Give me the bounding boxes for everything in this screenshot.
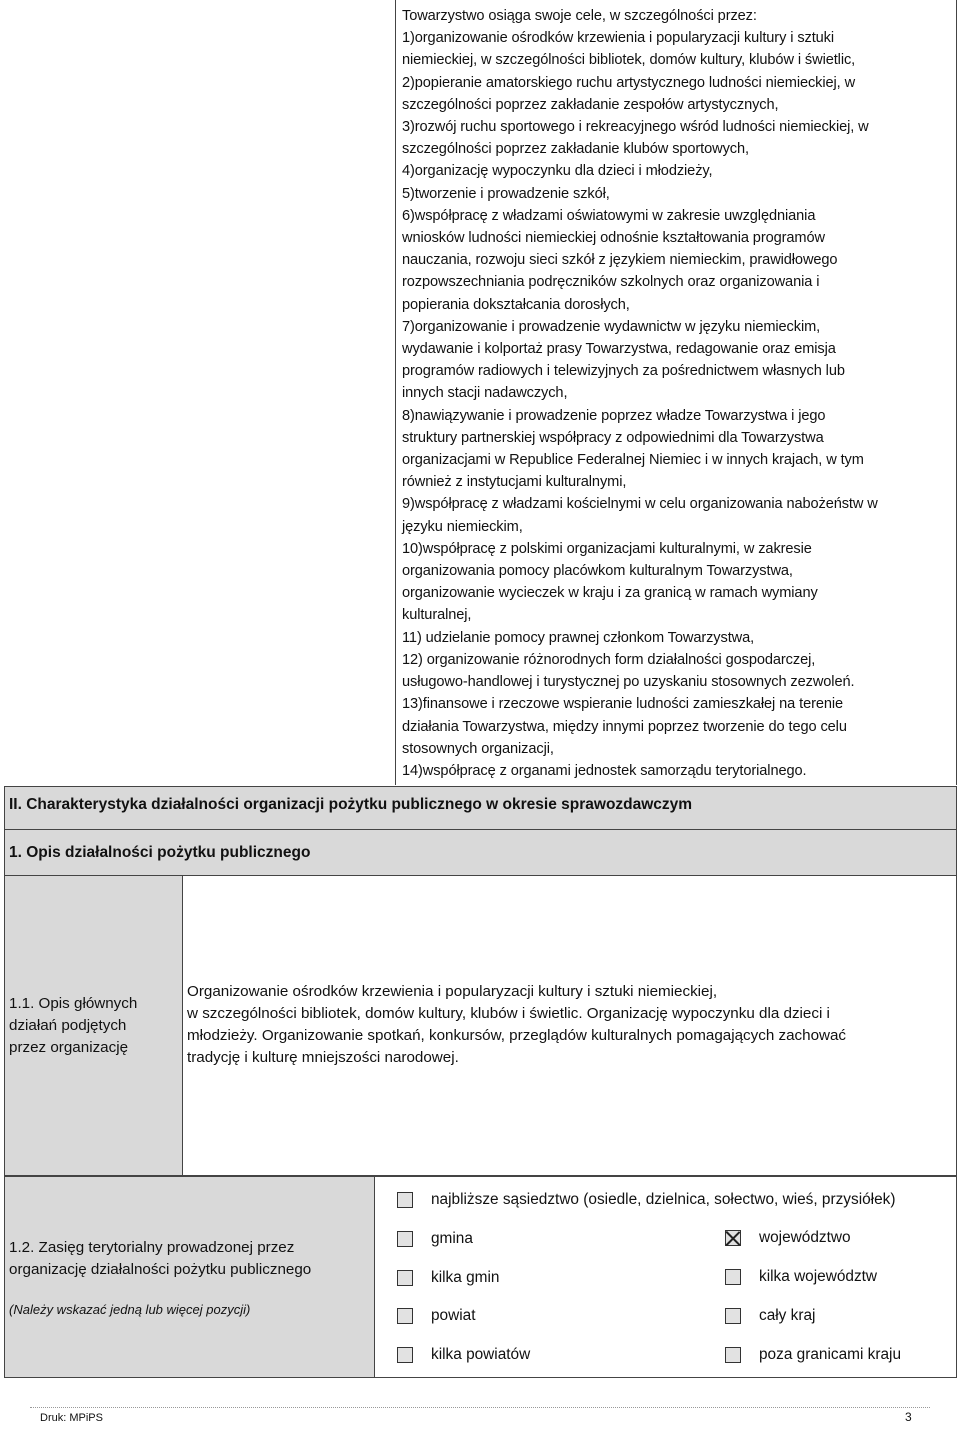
- goals-line: niemieckiej, w szczególności bibliotek, domów kultury, klubów i świetlic,: [402, 52, 856, 69]
- activities-value-line: tradycję i kulturę mniejszości narodowej.: [187, 1049, 459, 1066]
- goals-line: 2)popieranie amatorskiego ruchu artystycznego ludności niemieckiej, w: [402, 74, 856, 91]
- goals-line: wydawanie i kolportaż prasy Towarzystwa, redagowanie oraz emisja: [402, 341, 836, 358]
- option-label: najbliższe sąsiedztwo (osiedle, dzielnica, sołectwo, wieś, przysiółek): [431, 1191, 896, 1208]
- goals-line: stosownych organizacji,: [402, 740, 554, 757]
- goals-line: 10)współpracę z polskimi organizacjami kulturalnymi, w zakresie: [402, 540, 812, 557]
- checkbox-powiat[interactable]: [397, 1308, 413, 1324]
- goals-line: języku niemieckim,: [402, 518, 523, 535]
- option-label: kilka powiatów: [431, 1346, 531, 1363]
- goals-line: 11) udzielanie pomocy prawnej członkom Towarzystwa,: [402, 629, 755, 646]
- goals-line: 14)współpracę z organami jednostek samorządu terytorialnego.: [402, 762, 807, 779]
- goals-line: organizowanie wycieczek w kraju i za granicą w ramach wymiany: [402, 585, 818, 602]
- checkbox-gmina[interactable]: [397, 1231, 413, 1247]
- goals-line: 8)nawiązywanie i prowadzenie poprzez władze Towarzystwa i jego: [402, 407, 826, 424]
- print-label: Druk: MPiPS: [40, 1412, 103, 1424]
- goals-line: wniosków ludności niemieckiej odnośnie kształtowania programów: [402, 230, 825, 247]
- option-label: kilka województw: [759, 1268, 878, 1285]
- scope-label: [9, 1237, 369, 1281]
- option-wojewodztwo[interactable]: [725, 1227, 851, 1249]
- goals-line: 1)organizowanie ośrodków krzewienia i popularyzacji kultury i sztuki: [402, 30, 835, 47]
- goals-line: 13)finansowe i rzeczowe wspieranie ludności zamieszkałej na terenie: [402, 696, 844, 713]
- option-powiat[interactable]: [397, 1305, 476, 1327]
- option-kilka-powiatow[interactable]: [397, 1344, 530, 1366]
- checkbox-kilka-powiatow[interactable]: [397, 1347, 413, 1363]
- checkbox-caly-kraj[interactable]: [725, 1308, 741, 1324]
- goals-line: rozpowszechniania podręczników szkolnych oraz organizowania i: [402, 274, 820, 291]
- scope-label-line: organizację działalności pożytku publicznego: [9, 1261, 312, 1278]
- goals-text: [402, 5, 950, 782]
- activities-row: [4, 876, 957, 1176]
- goals-line: nauczania, rozwoju sieci szkół z językiem niemieckim, prawidłowego: [402, 252, 838, 269]
- activities-label-line: 1.1. Opis głównych: [9, 995, 138, 1012]
- option-label: gmina: [431, 1230, 473, 1247]
- option-gmina[interactable]: [397, 1228, 473, 1250]
- option-label: cały kraj: [759, 1307, 816, 1324]
- activities-value-line: w szczególności bibliotek, domów kultury, klubów i świetlic. Organizację wypoczynku dla dzieci i: [187, 1005, 830, 1022]
- section-subtitle: 1. Opis działalności pożytku publicznego: [4, 830, 957, 876]
- activities-label-line: działań podjętych: [9, 1017, 127, 1034]
- checkbox-najblizsze[interactable]: [397, 1192, 413, 1208]
- goals-line: 7)organizowanie i prowadzenie wydawnictw w języku niemieckim,: [402, 318, 821, 335]
- goals-line: programów radiowych i telewizyjnych za pośrednictwem własnych lub: [402, 363, 845, 380]
- checkbox-kilka-wojewodztw[interactable]: [725, 1269, 741, 1285]
- goals-line: szczególności poprzez zakładanie klubów sportowych,: [402, 141, 749, 158]
- goals-line: 12) organizowanie różnorodnych form działalności gospodarczej,: [402, 651, 816, 668]
- goals-line: kulturalnej,: [402, 607, 472, 624]
- activities-label-line: przez organizację: [9, 1039, 129, 1056]
- option-poza-granicami[interactable]: [725, 1344, 901, 1366]
- goals-line: usługowo-handlowej i turystycznej po uzyskaniu stosownych zezwoleń.: [402, 674, 855, 691]
- goals-line: organizowania pomocy placówkom kulturalnym Towarzystwa,: [402, 563, 793, 580]
- section-title: II. Charakterystyka działalności organizacji pożytku publicznego w okresie sprawozdawczym: [4, 786, 957, 830]
- goals-line: działania Towarzystwa, między innymi poprzez tworzenie do tego celu: [402, 718, 847, 735]
- activities-value-line: Organizowanie ośrodków krzewienia i popularyzacji kultury i sztuki niemieckiej,: [187, 983, 718, 1000]
- option-label: kilka gmin: [431, 1269, 500, 1286]
- checkbox-kilka-gmin[interactable]: [397, 1270, 413, 1286]
- activities-label: [9, 993, 179, 1059]
- goals-line: 9)współpracę z władzami kościelnymi w celu organizowania nabożeństw w: [402, 496, 878, 513]
- goals-line: szczególności poprzez zakładanie zespołów artystycznych,: [402, 96, 779, 113]
- goals-line: innych stacji nadawczych,: [402, 385, 568, 402]
- footer-divider: [30, 1407, 930, 1408]
- option-label: województwo: [759, 1229, 851, 1246]
- goals-line: 3)rozwój ruchu sportowego i rekreacyjnego wśród ludności niemieckiej, w: [402, 119, 869, 136]
- goals-line: 6)współpracę z władzami oświatowymi w zakresie uwzględniania: [402, 207, 816, 224]
- option-kilka-gmin[interactable]: [397, 1267, 499, 1289]
- option-caly-kraj[interactable]: [725, 1305, 815, 1327]
- goals-line: 4)organizację wypoczynku dla dzieci i młodzieży,: [402, 163, 713, 180]
- page-number: 3: [905, 1410, 912, 1424]
- goals-line: struktury partnerskiej współpracy z odpowiednimi dla Towarzystwa: [402, 429, 824, 446]
- checkbox-poza-granicami[interactable]: [725, 1347, 741, 1363]
- activities-value: [187, 981, 947, 1069]
- option-kilka-wojewodztw[interactable]: [725, 1266, 877, 1288]
- option-label: poza granicami kraju: [759, 1346, 902, 1363]
- goals-line: 5)tworzenie i prowadzenie szkół,: [402, 185, 610, 202]
- goals-line: również z instytucjami kulturalnymi,: [402, 474, 627, 491]
- option-najblizsze[interactable]: [397, 1189, 895, 1211]
- checkbox-wojewodztwo[interactable]: [725, 1230, 741, 1246]
- scope-note: (Należy wskazać jedną lub więcej pozycji): [9, 1302, 251, 1317]
- scope-label-line: 1.2. Zasięg terytorialny prowadzonej przez: [9, 1239, 295, 1256]
- goals-line: Towarzystwo osiąga swoje cele, w szczególności przez:: [402, 8, 757, 24]
- goals-line: organizacjami w Republice Federalnej Niemiec i w innych krajach, w tym: [402, 452, 864, 469]
- activities-value-line: młodzieży. Organizowanie spotkań, konkursów, przeglądów kulturalnych pomagających zachować: [187, 1027, 847, 1044]
- goals-line: popierania dokształcania dorosłych,: [402, 296, 630, 313]
- option-label: powiat: [431, 1307, 476, 1324]
